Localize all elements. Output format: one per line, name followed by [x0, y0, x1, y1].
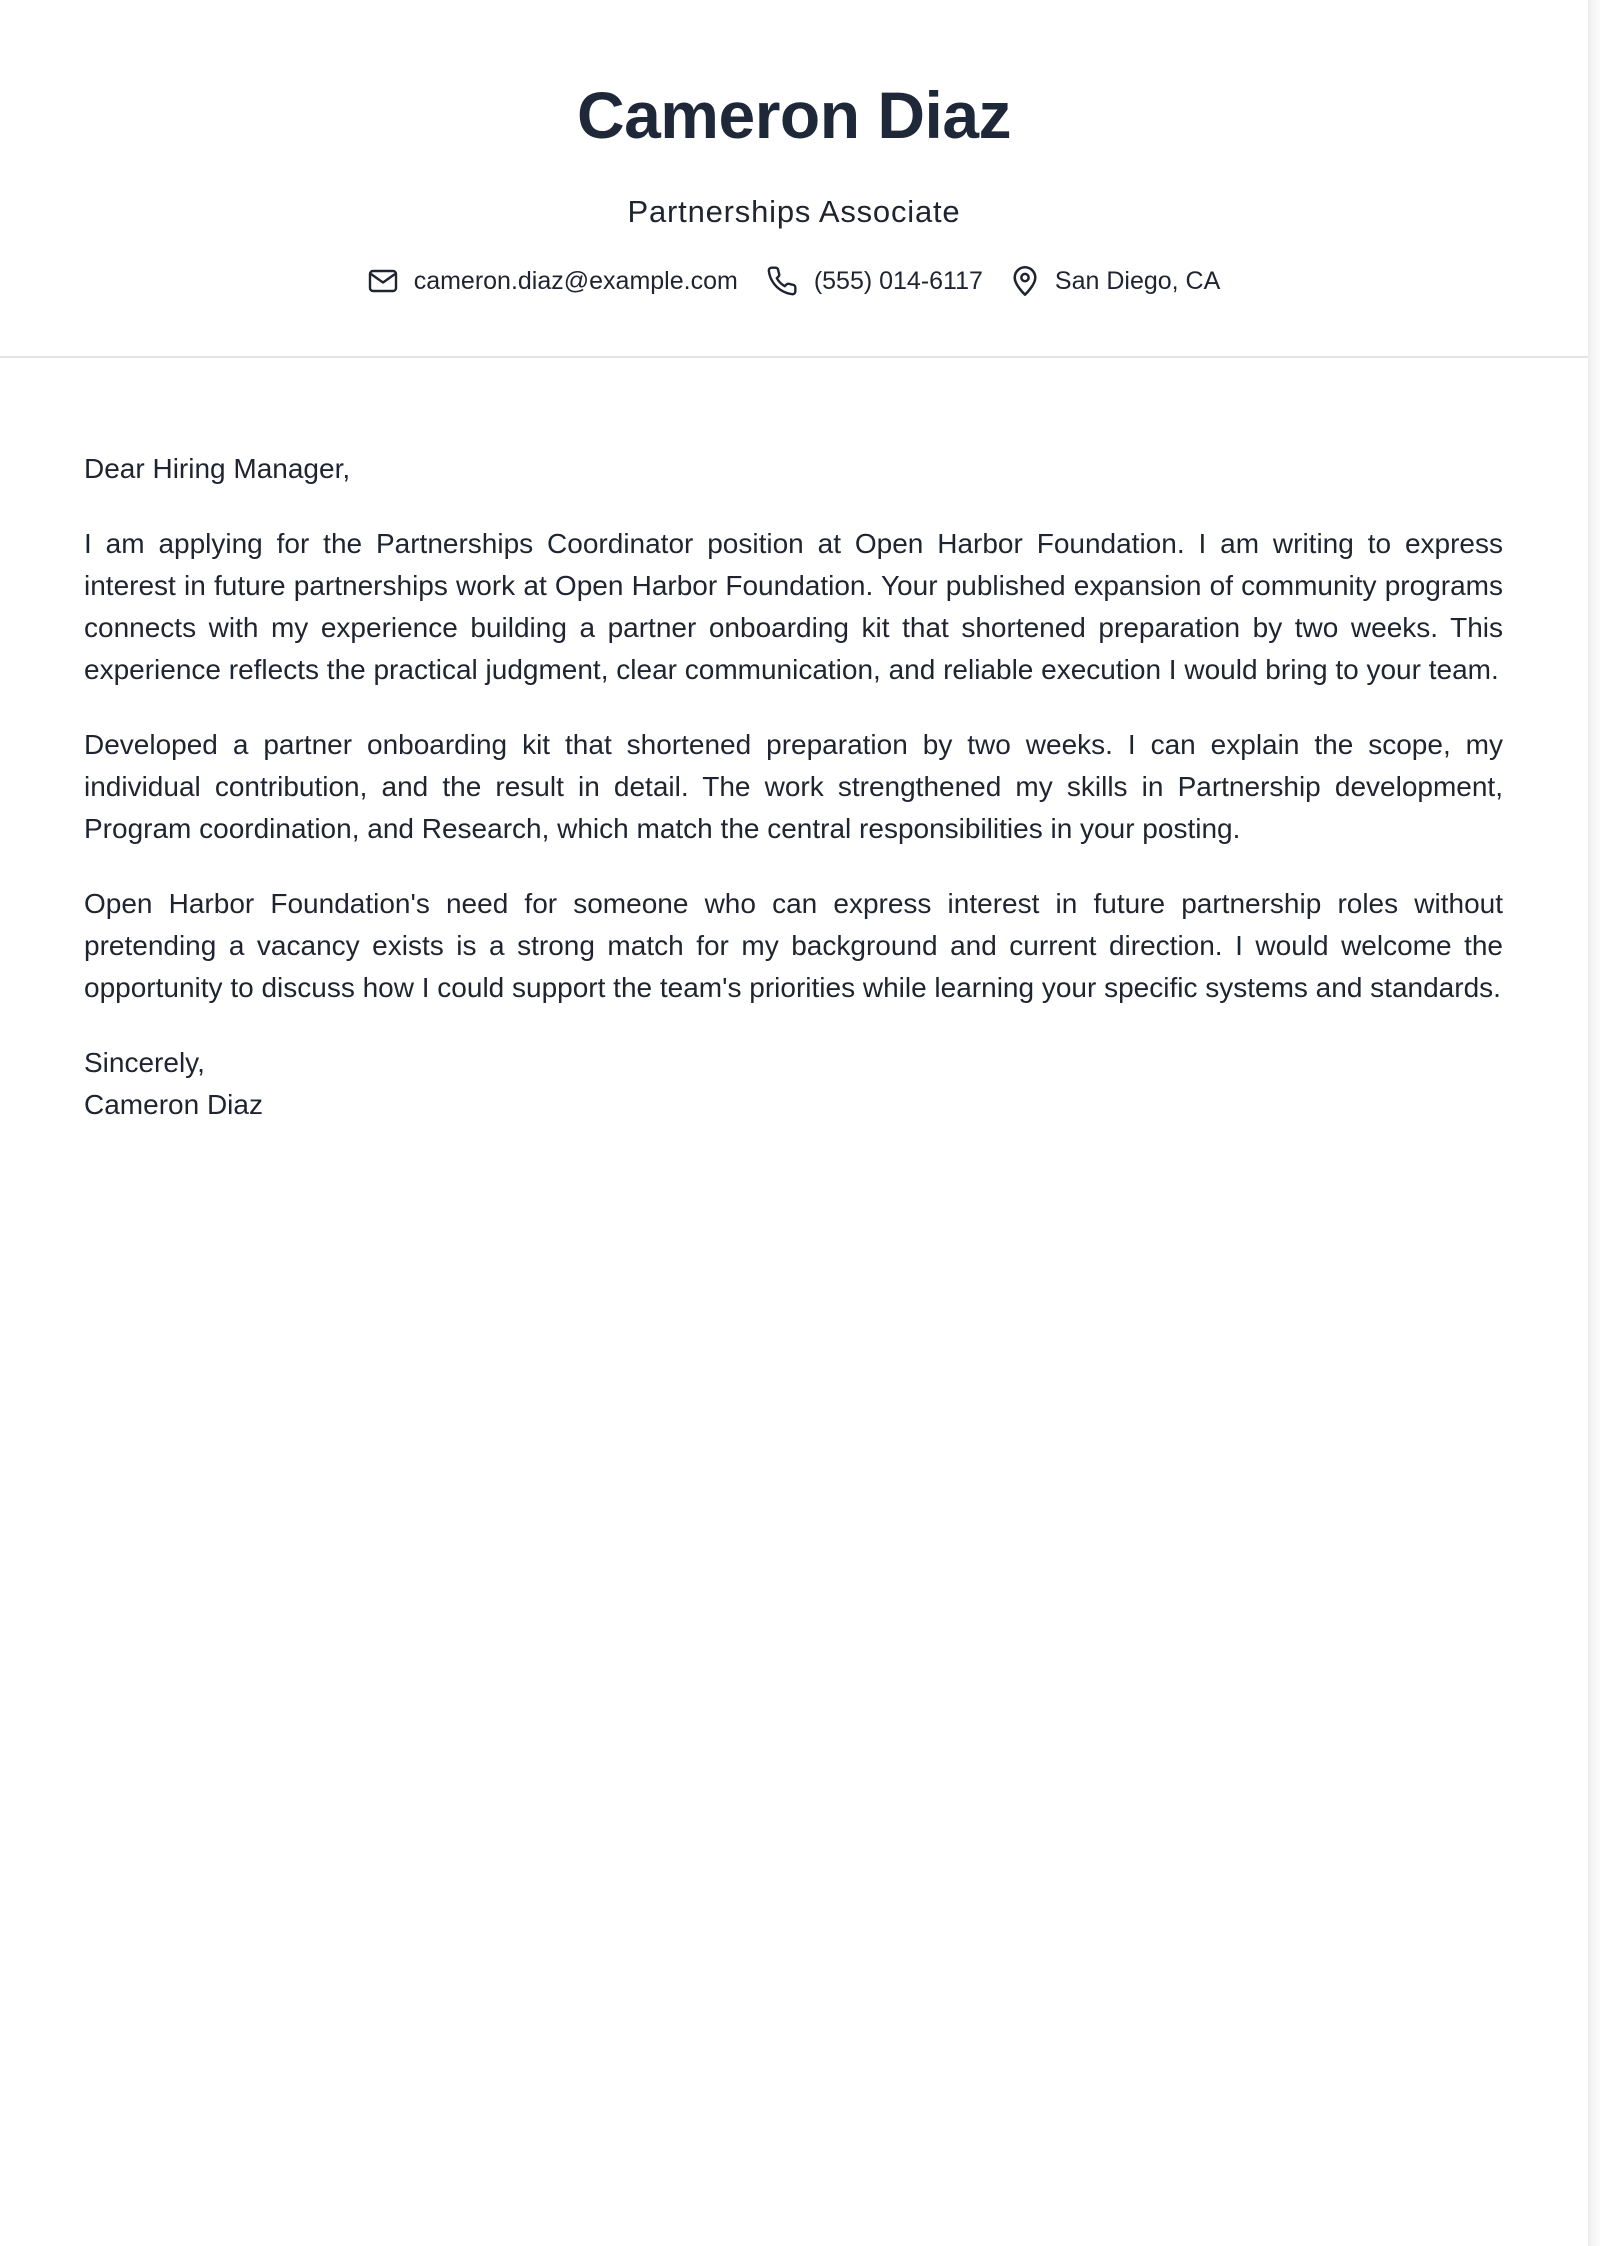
page-edge-shadow: [1588, 0, 1600, 2246]
phone-icon: [766, 265, 798, 297]
email-text: cameron.diaz@example.com: [413, 266, 738, 295]
salutation: Dear Hiring Manager,: [84, 453, 351, 484]
paragraph-1: I am applying for the Partnerships Coordinator position at Open Harbor Foundation. I am writing to express interest in future partnerships work at Open Harbor Foundation. Your published expansion of community programs connects with my experience building a partner onboarding kit that shortened preparation by two weeks. This experience reflects the practical judgment, clear communication, and reliable execution I would bring to your team.: [84, 528, 1503, 685]
map-pin-icon: [1011, 265, 1039, 297]
paragraph-3: Open Harbor Foundation's need for someone who can express interest in future partnership roles without pretending a vacancy exists is a strong match for my background and current direction. I would welcome the opportunity to discuss how I could support the team's priorities while learning your specific systems and standards.: [84, 888, 1503, 1003]
paragraph-2: Developed a partner onboarding kit that shortened preparation by two weeks. I can explain the scope, my individual contribution, and the result in detail. The work strengthened my skills in Partnership development, Program coordination, and Research, which match the central responsibilities in your posting.: [84, 729, 1503, 844]
location-text: San Diego, CA: [1054, 266, 1221, 295]
closing-text: Sincerely,: [84, 1047, 205, 1078]
contact-location: [1011, 265, 1220, 297]
applicant-name: Cameron Diaz: [576, 78, 1012, 152]
closing: [84, 1042, 1503, 1126]
mail-icon: [368, 269, 398, 293]
contact-info: [0, 262, 1588, 300]
contact-phone: [766, 265, 983, 297]
letter-body: [84, 448, 1503, 1126]
contact-email: [368, 267, 738, 296]
phone-text: (555) 014-6117: [813, 266, 983, 295]
applicant-title: Partnerships Associate: [627, 194, 961, 229]
letter-header: [0, 0, 1588, 358]
signature: Cameron Diaz: [84, 1089, 263, 1120]
